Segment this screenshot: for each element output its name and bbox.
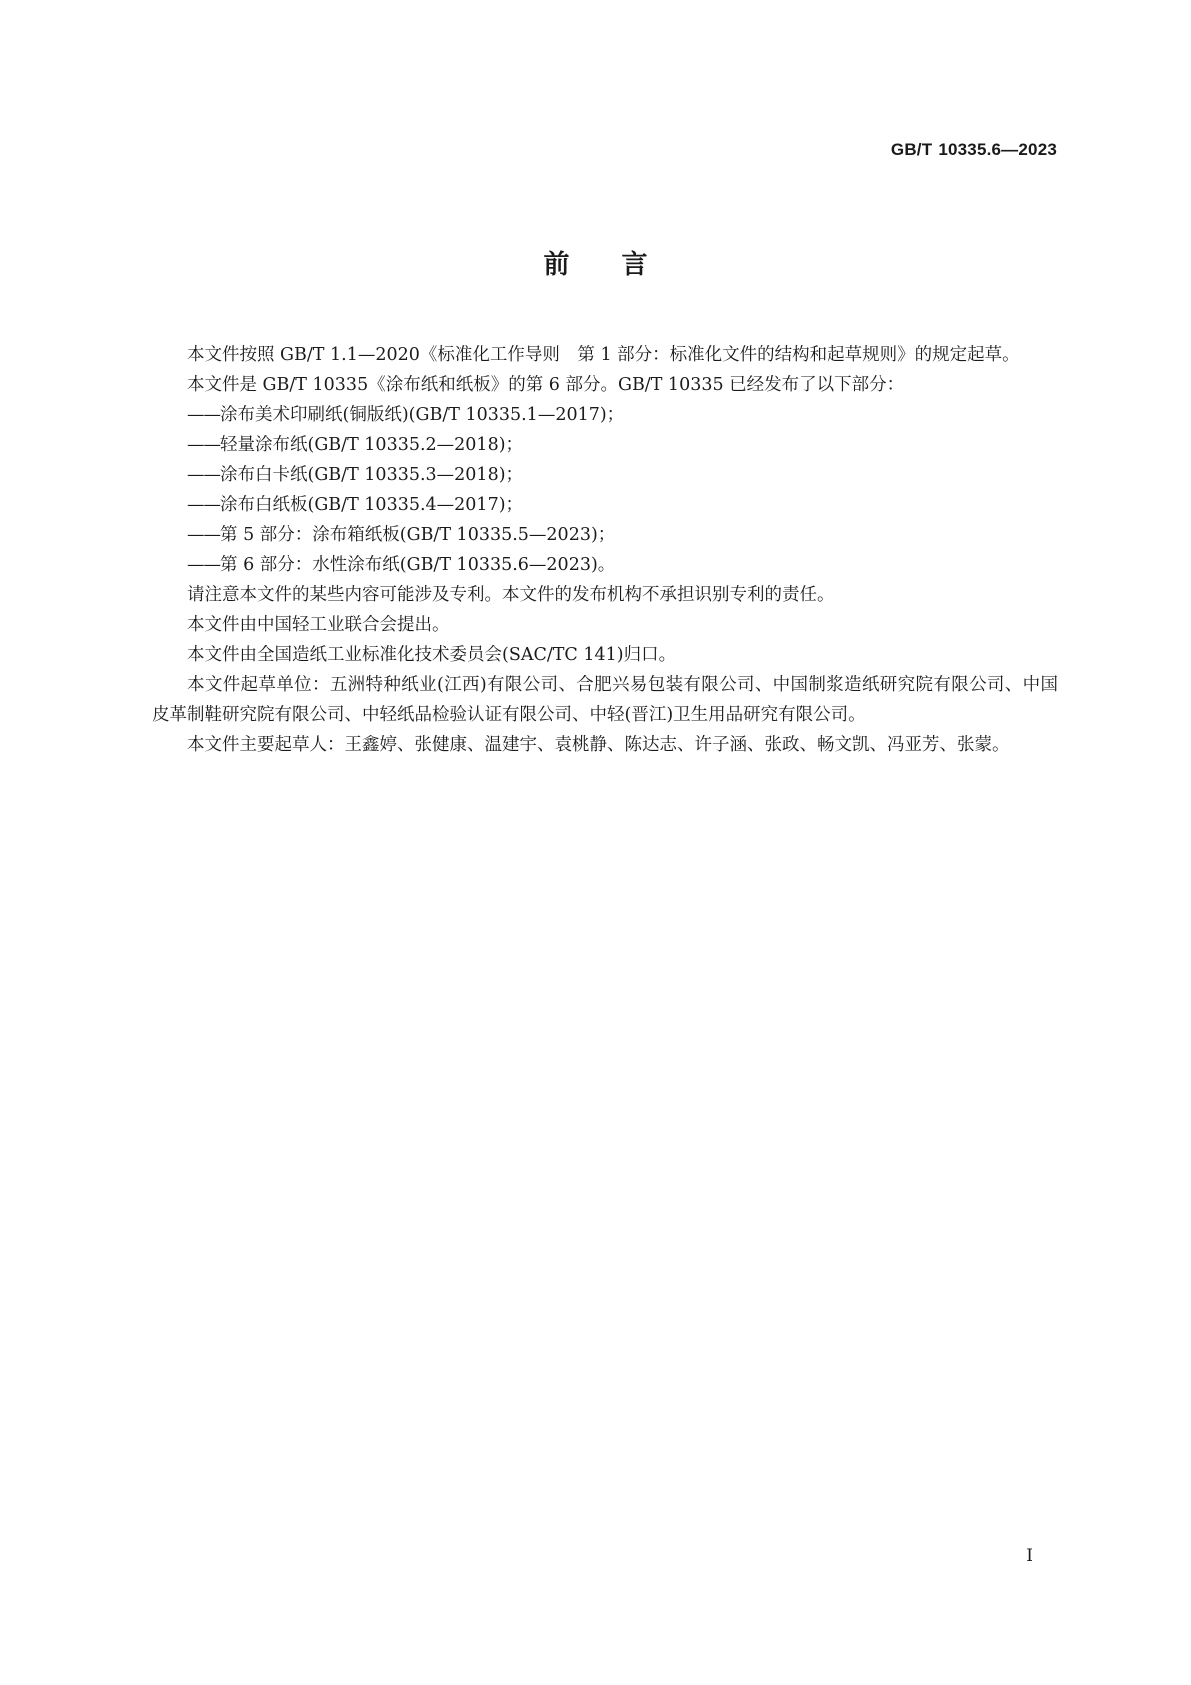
list-dash: —— bbox=[187, 495, 220, 515]
standard-code: 10335.6—2023 bbox=[938, 140, 1057, 159]
paragraph-committee: 本文件由全国造纸工业标准化技术委员会(SAC/TC 141)归口。 bbox=[187, 645, 677, 665]
paragraph-drafting-rules: 本文件按照 GB/T 1.1—2020《标准化工作导则 第 1 部分：标准化文件的结构和起草规则》的规定起草。 bbox=[187, 345, 1020, 365]
page-number: I bbox=[1026, 1546, 1033, 1566]
page-title: 前言 bbox=[543, 250, 700, 280]
foreword-body bbox=[152, 340, 1058, 760]
standard-prefix: GB/T bbox=[890, 140, 933, 159]
list-item bbox=[152, 430, 1058, 460]
paragraph-drafters: 本文件主要起草人：王鑫婷、张健康、温建宇、袁桃静、陈达志、许子涵、张政、畅文凯、冯亚芳、张蒙。 bbox=[187, 735, 1010, 755]
list-item bbox=[152, 460, 1058, 490]
list-item-text: 第 5 部分：涂布箱纸板(GB/T 10335.5—2023)； bbox=[220, 525, 616, 545]
list-item-text: 涂布白卡纸(GB/T 10335.3—2018)； bbox=[220, 465, 524, 485]
list-dash: —— bbox=[187, 465, 220, 485]
list-dash: —— bbox=[187, 525, 220, 545]
list-item-text: 第 6 部分：水性涂布纸(GB/T 10335.6—2023)。 bbox=[220, 555, 616, 575]
paragraph-proposer: 本文件由中国轻工业联合会提出。 bbox=[187, 615, 450, 635]
paragraph-patent-notice: 请注意本文件的某些内容可能涉及专利。本文件的发布机构不承担识别专利的责任。 bbox=[187, 585, 835, 605]
paragraph-parts-intro: 本文件是 GB/T 10335《涂布纸和纸板》的第 6 部分。GB/T 10335 已经发布了以下部分： bbox=[187, 375, 905, 395]
list-item-text: 涂布美术印刷纸(铜版纸)(GB/T 10335.1—2017)； bbox=[220, 405, 625, 425]
list-item bbox=[152, 400, 1058, 430]
list-dash: —— bbox=[187, 405, 220, 425]
list-item-text: 轻量涂布纸(GB/T 10335.2—2018)； bbox=[220, 435, 524, 455]
list-dash: —— bbox=[187, 555, 220, 575]
list-item bbox=[152, 550, 1058, 580]
paragraph-drafting-units: 本文件起草单位：五洲特种纸业(江西)有限公司、合肥兴易包装有限公司、中国制浆造纸研究院有限公司、中国皮革制鞋研究院有限公司、中轻纸品检验认证有限公司、中轻(晋江)卫生用品研究有限公司。 bbox=[152, 675, 1058, 725]
standard-number bbox=[891, 140, 1057, 160]
list-item bbox=[152, 490, 1058, 520]
list-item-text: 涂布白纸板(GB/T 10335.4—2017)； bbox=[220, 495, 524, 515]
list-dash: —— bbox=[187, 435, 220, 455]
list-item bbox=[152, 520, 1058, 550]
